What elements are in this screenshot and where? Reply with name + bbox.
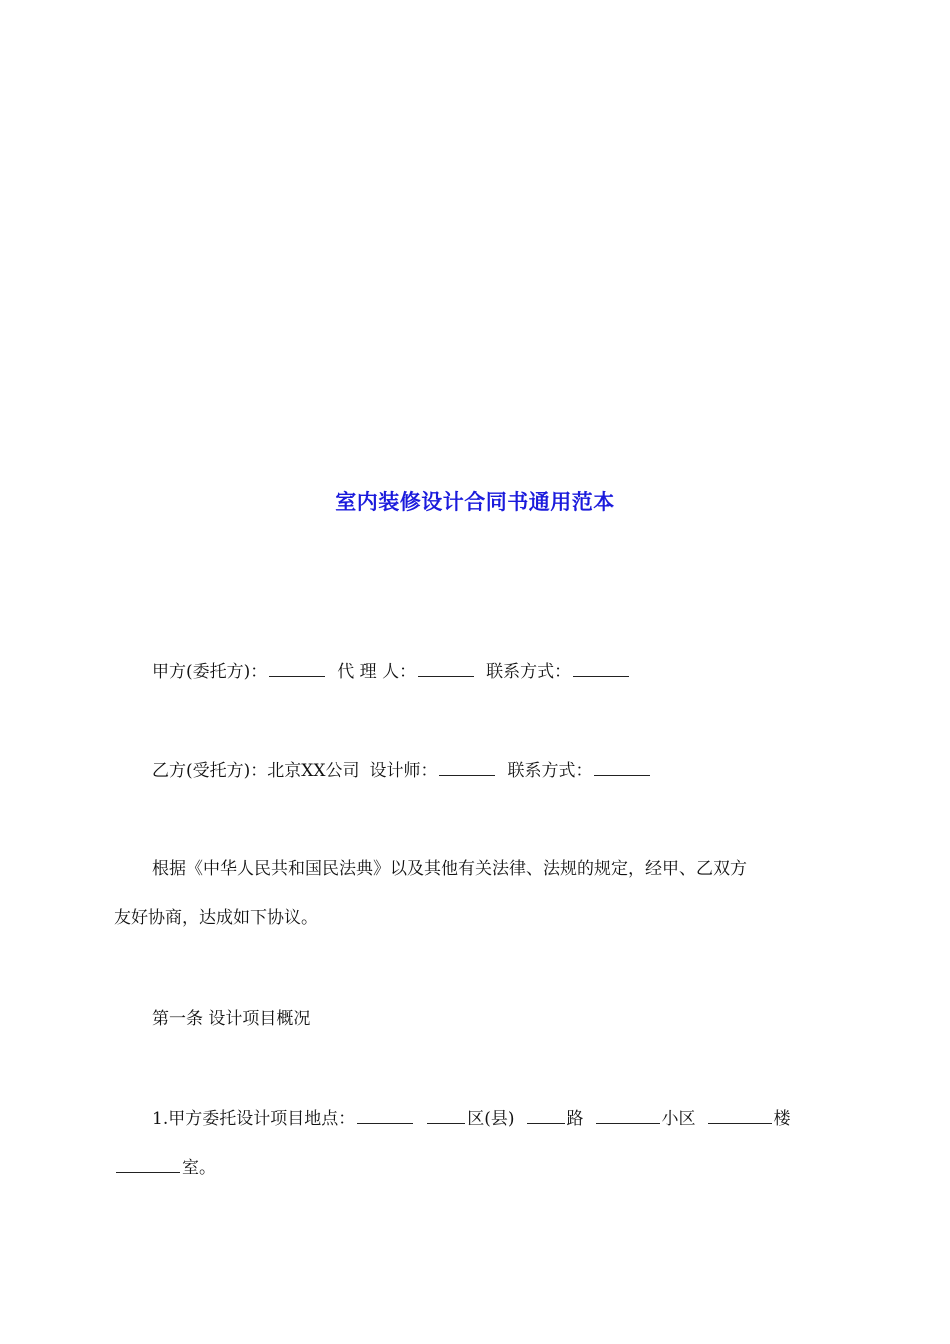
party-a-contact-blank xyxy=(573,659,629,677)
item-1-community-blank xyxy=(596,1106,660,1124)
party-b-contact-blank xyxy=(594,758,650,776)
party-a-agent-label: 代 理 人： xyxy=(337,662,417,682)
party-b-label: 乙方(受托方)：北京XX公司 xyxy=(152,761,360,781)
item-1-location-blank xyxy=(357,1106,413,1124)
party-a-contact-label: 联系方式： xyxy=(486,662,572,682)
item-1-road-label: 路 xyxy=(566,1109,584,1129)
party-a-label: 甲方(委托方)： xyxy=(152,662,268,682)
party-b-designer-blank xyxy=(439,758,495,776)
article-1-heading: 第一条 设计项目概况 xyxy=(152,1009,311,1029)
party-a-line xyxy=(152,659,631,684)
party-a-name-blank xyxy=(269,659,325,677)
item-1-room-blank xyxy=(116,1155,180,1173)
item-1-building-label: 楼 xyxy=(773,1109,791,1129)
party-b-line xyxy=(152,758,652,783)
document-title: 室内装修设计合同书通用范本 xyxy=(335,490,615,514)
item-1-prefix: 1.甲方委托设计项目地点： xyxy=(152,1109,356,1129)
item-1-line xyxy=(152,1106,791,1131)
item-1-building-blank xyxy=(708,1106,772,1124)
party-b-designer-label: 设计师： xyxy=(369,761,438,781)
item-1-district-label: 区(县) xyxy=(467,1109,515,1129)
preamble-line-1: 根据《中华人民共和国民法典》以及其他有关法律、法规的规定，经甲、乙双方 xyxy=(152,859,747,879)
party-a-agent-blank xyxy=(418,659,474,677)
preamble-line-2: 友好协商，达成如下协议。 xyxy=(114,908,318,928)
item-1-community-label: 小区 xyxy=(661,1109,696,1129)
item-1-line-2 xyxy=(114,1155,216,1180)
item-1-road-blank xyxy=(527,1106,565,1124)
item-1-room-label: 室。 xyxy=(182,1158,216,1178)
item-1-district-blank xyxy=(427,1106,465,1124)
party-b-contact-label: 联系方式： xyxy=(507,761,593,781)
